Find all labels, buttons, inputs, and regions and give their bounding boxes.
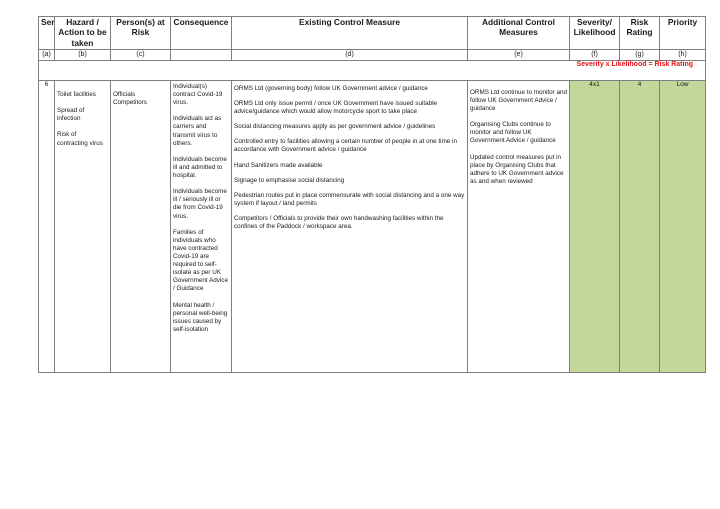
consequence-line: Individuals act as carriers and transmit virus to others. [173,115,222,147]
header-consequence: Consequence [171,17,232,50]
control-measure: Pedestrian routes put in place commensurate with social distancing and a one way system if layout / land permits [234,191,465,207]
consequence-cell [171,81,232,373]
risk-assessment-table [38,16,706,373]
hazard-line: Spread of infection [57,107,85,123]
header-ser: Ser [39,17,55,50]
control-measure: Signage to emphasise social distancing [234,176,345,184]
letter-g: (g) [620,50,660,61]
header-risk-rating: Risk Rating [620,17,660,50]
persons-cell [111,81,171,373]
header-existing-control: Existing Control Measure [232,17,468,50]
additional-control-cell [468,81,570,373]
table-row [39,81,706,373]
consequence-line: Individuals become ill / seriously ill or die from Covid-19 virus. [173,188,227,220]
letter-a: (a) [39,50,55,61]
letter-c: (c) [111,50,171,61]
serial-number: 6 [39,81,55,373]
risk-rating-value: 4 [620,81,660,373]
header-additional-control: Additional Control Measures [468,17,570,50]
control-measure: Social distancing measures apply as per government advice / guidelines [234,123,436,131]
control-measure: Hand Sanitizers made available [234,161,323,169]
header-severity: Severity/ Likelihood [570,17,620,50]
consequence-line: Mental health / personal well-being issues caused by self-isolation [173,301,228,333]
person-line: Officials [113,91,136,98]
existing-control-cell [232,81,468,373]
control-measure: ORMS Ltd only issue permit / once UK Government have issued suitable advice/guidance which would allow motorcycle sport to take place [234,100,437,116]
risk-formula: Severity x Likelihood = Risk Rating [39,61,706,81]
hazard-cell [55,81,111,373]
additional-measure: Organising Clubs continue to monitor and follow UK Government Advice / guidance [470,121,556,145]
letter-h: (h) [660,50,706,61]
formula-row [39,61,706,81]
consequence-line: Individual(s) contract Covid-19 virus. [173,83,223,107]
letter-e: (e) [468,50,570,61]
additional-measure: ORMS Ltd continue to monitor and follow UK Government Advice / guidance [470,89,567,113]
hazard-line: Toilet facilities [57,91,96,98]
control-measure: Competitors / Officials to provide their own handwashing facilities within the confines of the Paddock / workspace area. [234,214,444,231]
letter-blank [171,50,232,61]
control-measure: ORMS Ltd (governing body) follow UK Government advice / guidance [234,85,428,92]
priority-value: Low [660,81,706,373]
header-priority: Priority [660,17,706,50]
severity-likelihood-value: 4x1 [570,81,620,373]
person-line: Competitors [113,99,147,107]
letter-d: (d) [232,50,468,61]
additional-measure: Updated control measures put in place by Organising Clubs that adhere to UK Government advice as and when reviewed [470,153,564,185]
column-letter-row [39,50,706,61]
header-persons: Person(s) at Risk [111,17,171,50]
control-measure: Controlled entry to facilities allowing a certain number of people in at one time in accordance with Government advice / guidance [234,138,457,154]
letter-b: (b) [55,50,111,61]
consequence-line: Individuals become ill and admitted to hospital. [173,155,227,180]
header-row [39,17,706,50]
letter-f: (f) [570,50,620,61]
header-hazard: Hazard / Action to be taken [55,17,111,50]
hazard-line: Risk of contracting virus [57,131,103,147]
consequence-line: Families of individuals who have contracted Covid-19 are required to self-isolate as per UK Government Advice / Guidance [173,228,228,293]
